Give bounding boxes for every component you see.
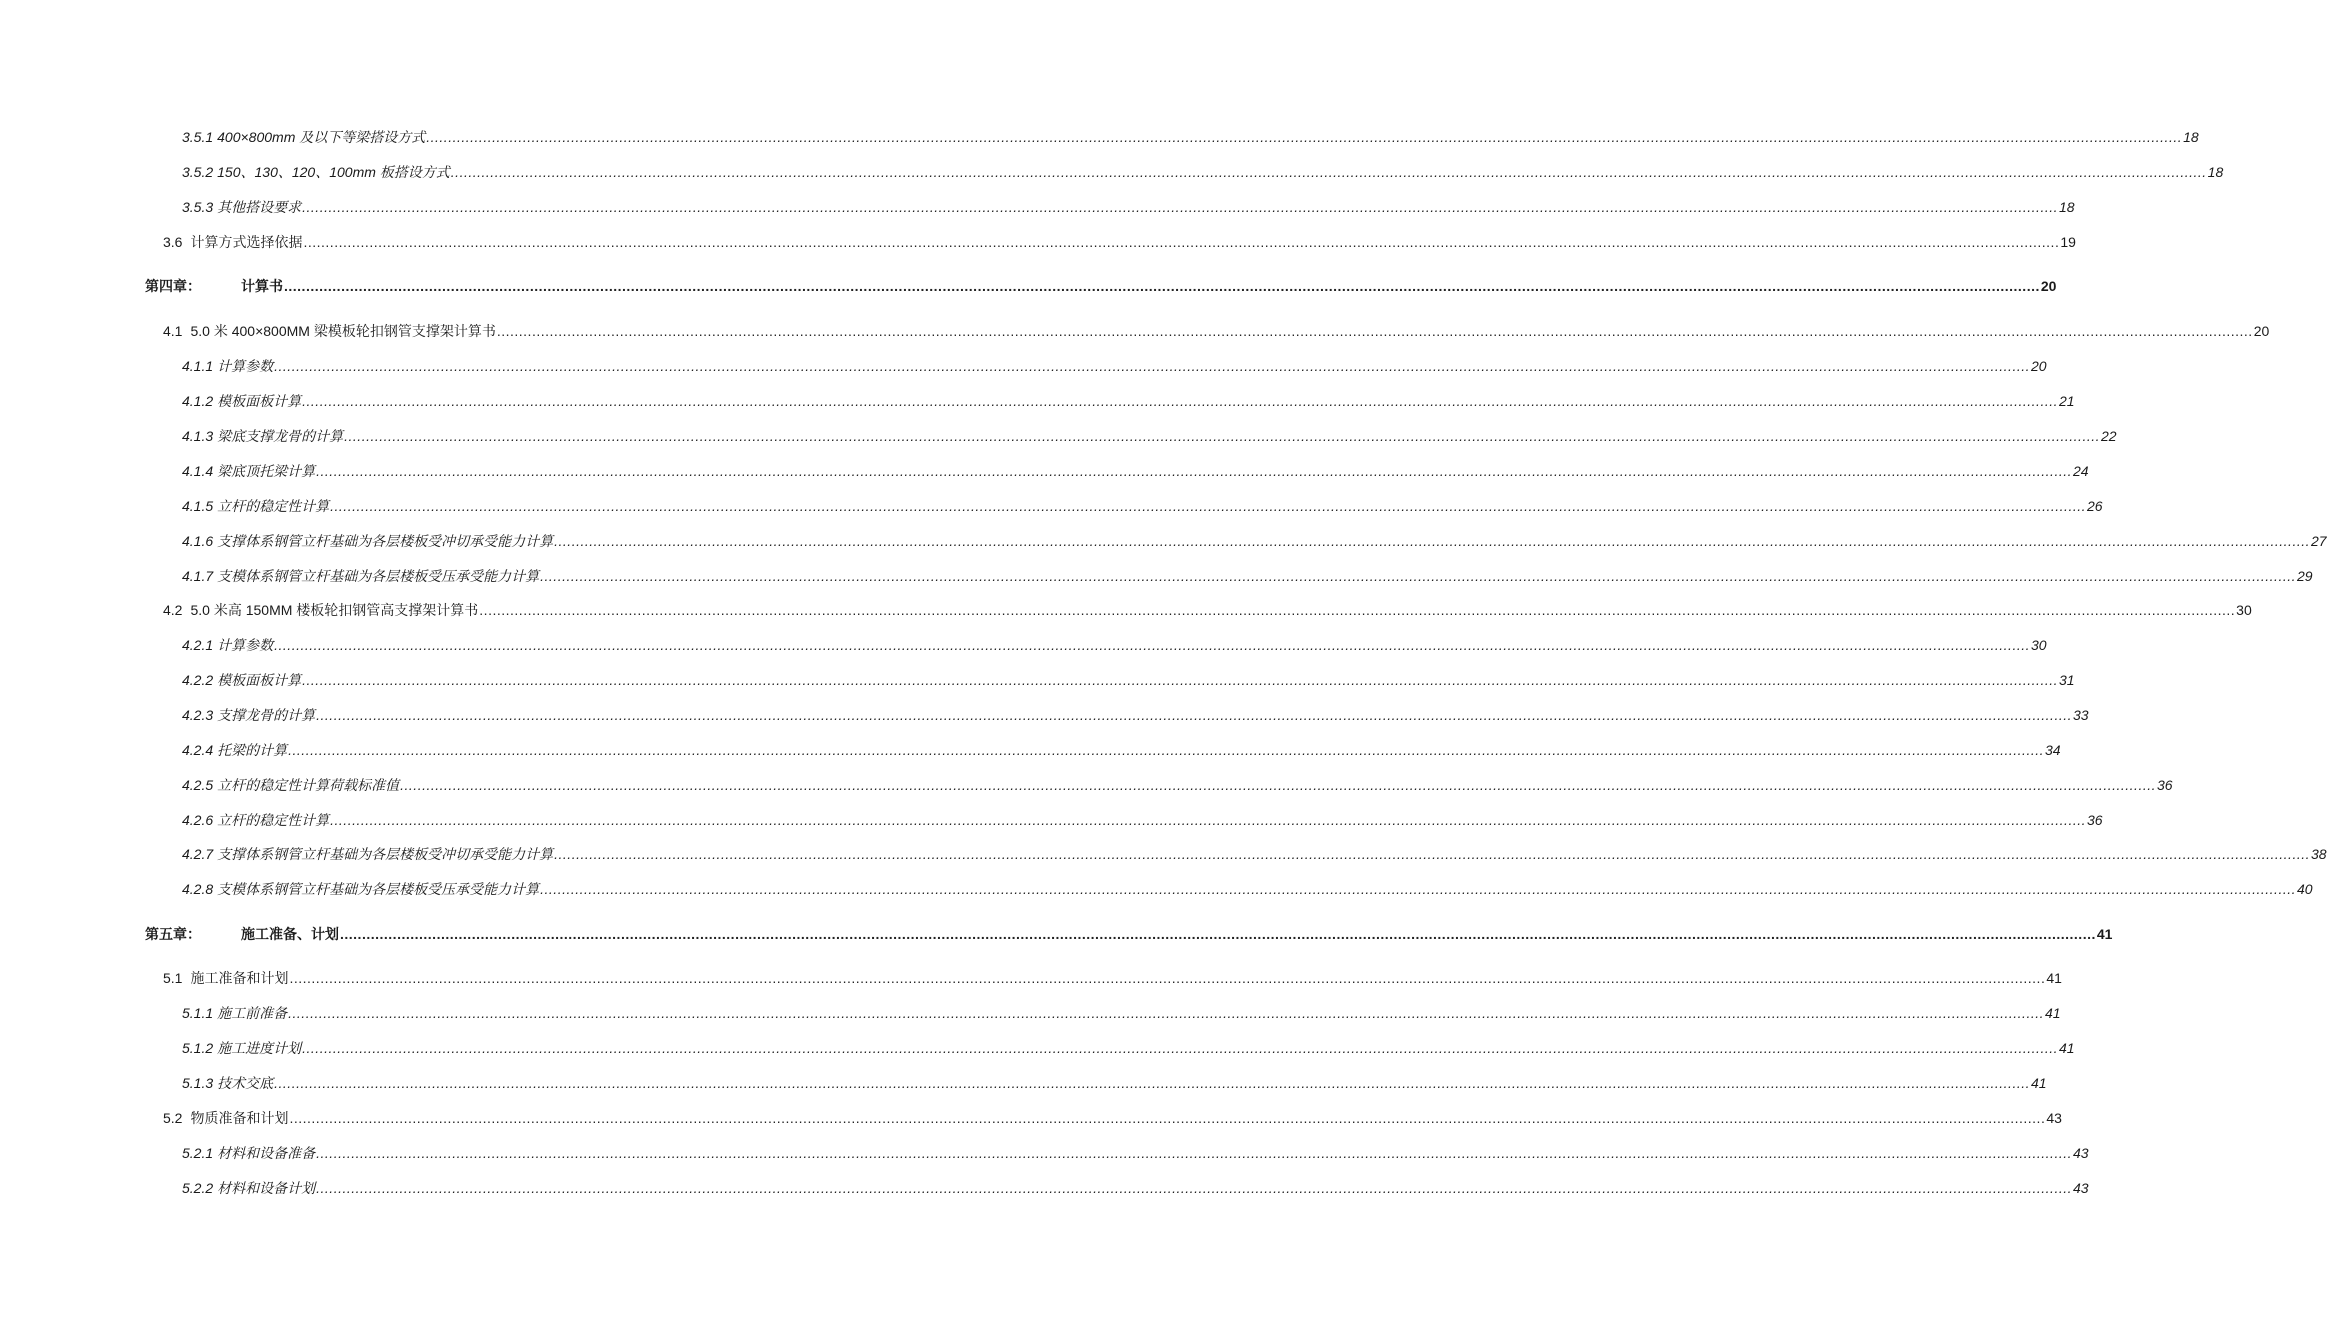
toc-entry-number: 3.6 bbox=[163, 234, 183, 250]
toc-entry-title: 150、130、120、100mm 板搭设方式 bbox=[217, 164, 450, 180]
toc-entry-title: 400×800mm 及以下等梁搭设方式 bbox=[217, 129, 426, 145]
toc-entry-page: 20 bbox=[2040, 278, 2057, 294]
toc-entry-title: 其他搭设要求 bbox=[217, 199, 302, 215]
toc-entry-page: 41 bbox=[2096, 926, 2113, 942]
dot-leader: ................................................................................................................................................................................................................................................................................................................................................................................................................ bbox=[316, 1180, 2072, 1196]
dot-leader: ................................................................................................................................................................................................................................................................................................................................................................................................................ bbox=[330, 498, 2086, 514]
toc-entry-number: 5.2.2 bbox=[182, 1180, 214, 1196]
toc-entry-page: 41 bbox=[2045, 1005, 2061, 1021]
toc-entry[interactable] bbox=[182, 128, 2199, 146]
toc-entry-page: 40 bbox=[2297, 881, 2313, 897]
toc-entry-page: 31 bbox=[2059, 672, 2075, 688]
toc-entry-number: 5.2 bbox=[163, 1110, 183, 1126]
toc-entry-title: 计算书 bbox=[241, 278, 283, 294]
toc-entry-page: 30 bbox=[2236, 602, 2252, 618]
toc-entry-number: 4.1.3 bbox=[182, 428, 214, 444]
toc-entry-number: 4.1.5 bbox=[182, 498, 214, 514]
dot-leader: ................................................................................................................................................................................................................................................................................................................................................................................................................ bbox=[274, 1075, 2030, 1091]
toc-entry-title: 技术交底 bbox=[217, 1075, 274, 1091]
toc-entry-title: 计算参数 bbox=[217, 637, 274, 653]
toc-entry-title: 模板面板计算 bbox=[217, 672, 302, 688]
toc-entry-number: 4.1.6 bbox=[182, 533, 214, 549]
toc-entry[interactable] bbox=[182, 392, 2075, 410]
toc-entry[interactable] bbox=[163, 322, 2270, 340]
toc-entry-title: 支撑龙骨的计算 bbox=[217, 707, 316, 723]
toc-entry-page: 18 bbox=[2207, 164, 2224, 180]
toc-entry-page: 36 bbox=[2087, 812, 2103, 828]
toc-entry-number: 第四章： bbox=[145, 278, 201, 294]
toc-entry-page: 19 bbox=[2060, 234, 2076, 250]
toc-entry-page: 22 bbox=[2101, 428, 2117, 444]
toc-entry-number: 5.1.1 bbox=[182, 1005, 214, 1021]
toc-entry-number: 3.5.3 bbox=[182, 199, 214, 215]
toc-entry-page: 41 bbox=[2059, 1040, 2075, 1056]
toc-entry-number: 4.2.1 bbox=[182, 637, 214, 653]
toc-entry[interactable] bbox=[182, 1179, 2089, 1197]
toc-entry-title: 立杆的稳定性计算荷载标准值 bbox=[217, 777, 400, 793]
dot-leader: ................................................................................................................................................................................................................................................................................................................................................................................................................ bbox=[400, 777, 2156, 793]
toc-entry-number: 5.2.1 bbox=[182, 1145, 214, 1161]
toc-entry-title: 支模体系钢管立杆基础为各层楼板受压承受能力计算 bbox=[217, 881, 540, 897]
toc-entry-number: 4.2.3 bbox=[182, 707, 214, 723]
toc-entry-title: 材料和设备准备 bbox=[217, 1145, 316, 1161]
dot-leader: ................................................................................................................................................................................................................................................................................................................................................................................................................ bbox=[289, 1110, 2046, 1126]
toc-entry[interactable] bbox=[182, 1074, 2047, 1092]
toc-entry-number: 4.2.7 bbox=[182, 846, 214, 862]
toc-entry-page: 30 bbox=[2031, 637, 2047, 653]
toc-entry[interactable] bbox=[182, 357, 2047, 375]
toc-entry-page: 34 bbox=[2045, 742, 2061, 758]
toc-entry-page: 20 bbox=[2253, 323, 2270, 339]
toc-entry-number: 4.2.5 bbox=[182, 777, 214, 793]
toc-entry-number: 5.1 bbox=[163, 970, 183, 986]
toc-entry-title: 材料和设备计划 bbox=[217, 1180, 316, 1196]
toc-entry-number: 4.2.8 bbox=[182, 881, 214, 897]
toc-entry-page: 27 bbox=[2311, 533, 2327, 549]
toc-entry-title: 施工进度计划 bbox=[217, 1040, 302, 1056]
toc-entry[interactable] bbox=[182, 741, 2061, 759]
dot-leader: ................................................................................................................................................................................................................................................................................................................................................................................................................ bbox=[289, 970, 2046, 986]
dot-leader: ................................................................................................................................................................................................................................................................................................................................................................................................................ bbox=[288, 742, 2044, 758]
toc-entry-number: 5.1.2 bbox=[182, 1040, 214, 1056]
toc-entry-title: 立杆的稳定性计算 bbox=[217, 498, 330, 514]
dot-leader: ................................................................................................................................................................................................................................................................................................................................................................................................................ bbox=[479, 602, 2236, 618]
toc-entry[interactable] bbox=[182, 567, 2313, 585]
toc-entry-number: 4.1.2 bbox=[182, 393, 214, 409]
toc-entry-number: 4.2 bbox=[163, 602, 183, 618]
toc-entry-title: 施工准备和计划 bbox=[190, 970, 289, 986]
dot-leader: ................................................................................................................................................................................................................................................................................................................................................................................................................ bbox=[316, 463, 2072, 479]
toc-entry-number: 3.5.2 bbox=[182, 164, 214, 180]
toc-entry-page: 29 bbox=[2297, 568, 2313, 584]
toc-entry-number: 4.1.7 bbox=[182, 568, 214, 584]
dot-leader: ................................................................................................................................................................................................................................................................................................................................................................................................................ bbox=[303, 234, 2060, 250]
dot-leader: ................................................................................................................................................................................................................................................................................................................................................................................................................ bbox=[344, 428, 2100, 444]
toc-entry[interactable] bbox=[182, 845, 2327, 863]
toc-entry-title: 施工前准备 bbox=[217, 1005, 288, 1021]
toc-entry-title: 5.0 米 400×800MM 梁模板轮扣钢管支撑架计算书 bbox=[190, 323, 496, 339]
toc-entry-page: 38 bbox=[2311, 846, 2327, 862]
toc-entry-number: 4.1.1 bbox=[182, 358, 214, 374]
dot-leader: ................................................................................................................................................................................................................................................................................................................................................................................................................ bbox=[496, 323, 2253, 339]
toc-entry[interactable] bbox=[182, 706, 2089, 724]
toc-entry[interactable] bbox=[182, 776, 2173, 794]
toc-chapter-entry[interactable] bbox=[145, 925, 2113, 943]
toc-chapter-entry[interactable] bbox=[145, 277, 2057, 295]
toc-entry-page: 36 bbox=[2157, 777, 2173, 793]
toc-entry[interactable] bbox=[163, 969, 2062, 987]
toc-entry-page: 41 bbox=[2046, 970, 2062, 986]
toc-entry[interactable] bbox=[182, 532, 2327, 550]
toc-entry[interactable] bbox=[182, 636, 2047, 654]
toc-entry-title: 立杆的稳定性计算 bbox=[217, 812, 330, 828]
toc-entry-number: 5.1.3 bbox=[182, 1075, 214, 1091]
toc-entry-page: 24 bbox=[2073, 463, 2089, 479]
toc-entry-number: 4.2.2 bbox=[182, 672, 214, 688]
toc-entry-number: 第五章： bbox=[145, 926, 201, 942]
toc-entry[interactable] bbox=[163, 233, 2076, 251]
toc-entry-page: 18 bbox=[2059, 199, 2075, 215]
toc-entry-title: 物质准备和计划 bbox=[190, 1110, 289, 1126]
toc-entry-title: 支撑体系钢管立杆基础为各层楼板受冲切承受能力计算 bbox=[217, 846, 554, 862]
toc-entry-page: 41 bbox=[2031, 1075, 2047, 1091]
toc-entry[interactable] bbox=[182, 198, 2075, 216]
toc-entry-page: 20 bbox=[2031, 358, 2047, 374]
dot-leader: ................................................................................................................................................................................................................................................................................................................................................................................................................ bbox=[316, 707, 2072, 723]
dot-leader: ................................................................................................................................................................................................................................................................................................................................................................................................................ bbox=[274, 637, 2030, 653]
toc-entry-number: 3.5.1 bbox=[182, 129, 214, 145]
toc-entry-number: 4.1.4 bbox=[182, 463, 214, 479]
toc-entry[interactable] bbox=[163, 1109, 2062, 1127]
toc-entry[interactable] bbox=[182, 1004, 2061, 1022]
dot-leader: ................................................................................................................................................................................................................................................................................................................................................................................................................ bbox=[284, 278, 2040, 294]
dot-leader: ................................................................................................................................................................................................................................................................................................................................................................................................................ bbox=[540, 568, 2296, 584]
toc-entry-title: 计算方式选择依据 bbox=[190, 234, 303, 250]
dot-leader: ................................................................................................................................................................................................................................................................................................................................................................................................................ bbox=[540, 881, 2296, 897]
toc-entry[interactable] bbox=[182, 1144, 2089, 1162]
toc-entry-title: 模板面板计算 bbox=[217, 393, 302, 409]
toc-entry[interactable] bbox=[182, 462, 2089, 480]
toc-entry-title: 支模体系钢管立杆基础为各层楼板受压承受能力计算 bbox=[217, 568, 540, 584]
toc-entry-page: 33 bbox=[2073, 707, 2089, 723]
toc-entry-page: 21 bbox=[2059, 393, 2075, 409]
toc-entry[interactable] bbox=[182, 1039, 2075, 1057]
toc-entry-page: 43 bbox=[2046, 1110, 2062, 1126]
dot-leader: ................................................................................................................................................................................................................................................................................................................................................................................................................ bbox=[554, 846, 2310, 862]
dot-leader: ................................................................................................................................................................................................................................................................................................................................................................................................................ bbox=[450, 164, 2207, 180]
toc-entry[interactable] bbox=[182, 497, 2103, 515]
toc-entry[interactable] bbox=[182, 427, 2117, 445]
toc-entry-title: 5.0 米高 150MM 楼板轮扣钢管高支撑架计算书 bbox=[190, 602, 479, 618]
dot-leader: ................................................................................................................................................................................................................................................................................................................................................................................................................ bbox=[426, 129, 2183, 145]
toc-entry-title: 梁底顶托梁计算 bbox=[217, 463, 316, 479]
toc-entry-title: 支撑体系钢管立杆基础为各层楼板受冲切承受能力计算 bbox=[217, 533, 554, 549]
toc-entry-title: 施工准备、计划 bbox=[241, 926, 339, 942]
dot-leader: ................................................................................................................................................................................................................................................................................................................................................................................................................ bbox=[274, 358, 2030, 374]
toc-entry-page: 18 bbox=[2183, 129, 2199, 145]
toc-entry[interactable] bbox=[182, 163, 2224, 181]
toc-entry-number: 4.2.6 bbox=[182, 812, 214, 828]
toc-entry-page: 43 bbox=[2073, 1145, 2089, 1161]
toc-entry-number: 4.1 bbox=[163, 323, 183, 339]
toc-entry-number: 4.2.4 bbox=[182, 742, 214, 758]
toc-entry-page: 26 bbox=[2087, 498, 2103, 514]
toc-entry[interactable] bbox=[182, 880, 2313, 898]
dot-leader: ................................................................................................................................................................................................................................................................................................................................................................................................................ bbox=[302, 393, 2058, 409]
dot-leader: ................................................................................................................................................................................................................................................................................................................................................................................................................ bbox=[302, 199, 2058, 215]
dot-leader: ................................................................................................................................................................................................................................................................................................................................................................................................................ bbox=[288, 1005, 2044, 1021]
toc-entry[interactable] bbox=[163, 601, 2252, 619]
toc-entry[interactable] bbox=[182, 811, 2103, 829]
toc-entry[interactable] bbox=[182, 671, 2075, 689]
dot-leader: ................................................................................................................................................................................................................................................................................................................................................................................................................ bbox=[316, 1145, 2072, 1161]
dot-leader: ................................................................................................................................................................................................................................................................................................................................................................................................................ bbox=[330, 812, 2086, 828]
dot-leader: ................................................................................................................................................................................................................................................................................................................................................................................................................ bbox=[302, 1040, 2058, 1056]
toc-entry-title: 托梁的计算 bbox=[217, 742, 288, 758]
toc-entry-page: 43 bbox=[2073, 1180, 2089, 1196]
toc-entry-title: 梁底支撑龙骨的计算 bbox=[217, 428, 344, 444]
dot-leader: ................................................................................................................................................................................................................................................................................................................................................................................................................ bbox=[302, 672, 2058, 688]
dot-leader: ................................................................................................................................................................................................................................................................................................................................................................................................................ bbox=[340, 926, 2096, 942]
toc-entry-title: 计算参数 bbox=[217, 358, 274, 374]
dot-leader: ................................................................................................................................................................................................................................................................................................................................................................................................................ bbox=[554, 533, 2310, 549]
